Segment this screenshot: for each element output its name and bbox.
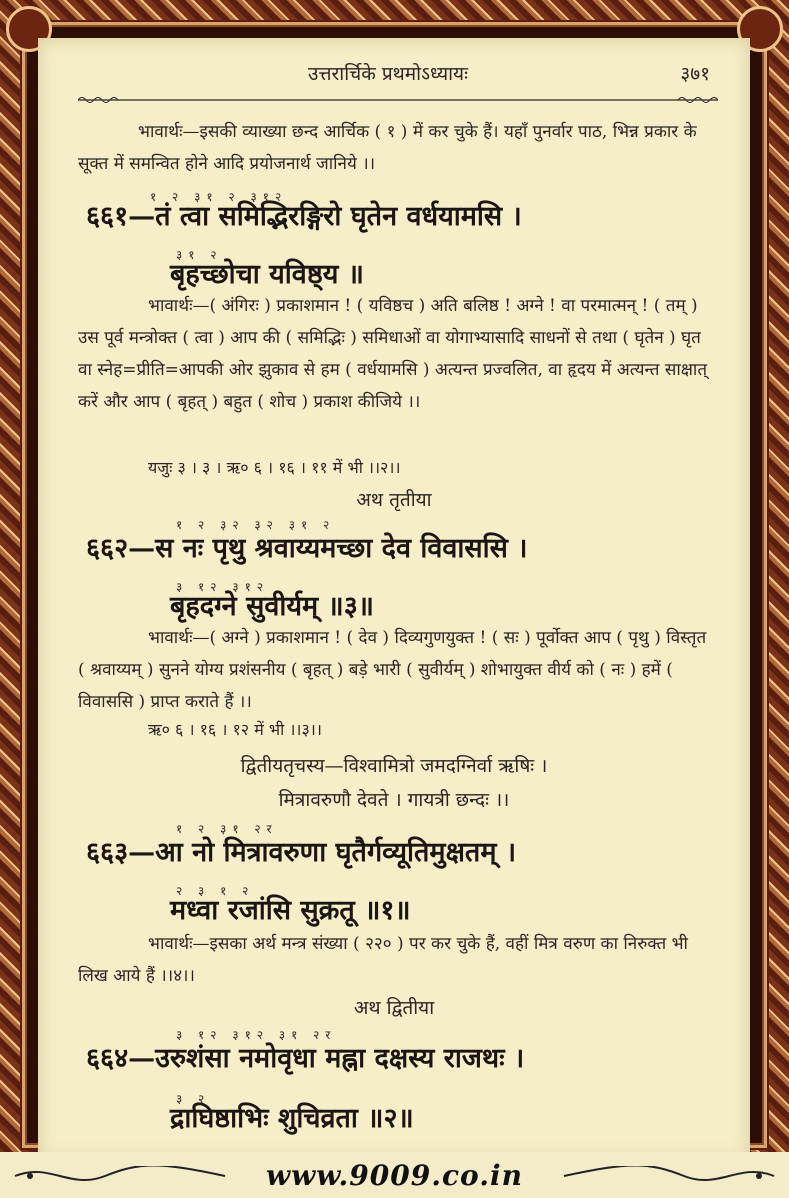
flourish-icon bbox=[559, 1166, 779, 1186]
flourish-icon bbox=[10, 1166, 230, 1186]
footer-bar bbox=[0, 1152, 789, 1198]
svara-marks: १ २ ३१ २र bbox=[176, 822, 278, 836]
svara-marks: ३१ २ bbox=[176, 248, 223, 262]
svara-marks: १ २ ३२ ३२ ३१ २ bbox=[176, 518, 336, 532]
svara-marks: ३ २ bbox=[176, 1092, 211, 1106]
mantra-663-line2: मध्वा रजांसि सुक्रतू ॥१॥ bbox=[170, 895, 411, 926]
svara-marks: २ ३ १ २ bbox=[176, 884, 255, 898]
page-header bbox=[78, 60, 720, 90]
mantra-661-line1: ६६१—तं त्वा समिद्भिरङ्गिरो घृतेन वर्धयामसि । bbox=[86, 201, 522, 232]
mantra-662-line1: ६६२—स नः पृथु श्रवाय्यमच्छा देव विवाससि । bbox=[86, 533, 528, 564]
chapter-title: उत्तरार्चिके प्रथमोऽध्यायः bbox=[308, 63, 468, 85]
reference-line: ऋ० ६ । १६ । १२ में भी ।।३।। bbox=[148, 720, 322, 739]
page-number: ३७१ bbox=[680, 63, 710, 85]
website-link[interactable]: www.9009.co.in bbox=[266, 1158, 523, 1192]
mantra-664-line1: ६६४—उरुशंसा नमोवृधा मह्ना दक्षस्य राजथः । bbox=[86, 1043, 525, 1074]
header-rule-icon bbox=[78, 94, 718, 106]
svara-marks: ३ १२ ३१२ bbox=[176, 580, 270, 594]
svara-marks: १ २ ३१ २ ३१२ bbox=[150, 190, 288, 204]
rishi-line: द्वितीयतृचस्य—विश्वामित्रो जमदग्निर्वा ऋषिः । bbox=[240, 755, 548, 777]
devata-line: मित्रावरुणौ देवते । गायत्री छन्दः ।। bbox=[278, 789, 510, 811]
meaning-paragraph: भावार्थः—इसकी व्याख्या छन्द आर्चिक ( १ ) में कर चुके हैं। यहाँ पुनर्वार पाठ, भिन्न प्रकार के सूक्त में समन्वित होने आदि प्रयोजनार्थ जानिये ।। bbox=[78, 122, 697, 174]
meaning-paragraph: भावार्थः—इसका अर्थ मन्त्र संख्या ( २२० ) पर कर चुके हैं, वहीं मित्र वरुण का निरुक्त भी लिख आये हैं ।।४।। bbox=[78, 934, 688, 986]
book-page bbox=[38, 38, 750, 1160]
mantra-663-line1: ६६३—आ नो मित्रावरुणा घृतैर्गव्यूतिमुक्षतम् । bbox=[86, 837, 517, 868]
section-heading: अथ द्वितीया bbox=[353, 997, 435, 1019]
section-heading: अथ तृतीया bbox=[356, 489, 432, 511]
svara-marks: ३ १२ ३१२ ३१ २र bbox=[176, 1028, 337, 1042]
mantra-661-line2: बृहच्छोचा यविष्ठ्य ॥ bbox=[170, 259, 364, 290]
mantra-662-line2: बृहदग्ने सुवीर्यम् ॥३॥ bbox=[170, 591, 374, 622]
meaning-paragraph: भावार्थः—( अग्ने ) प्रकाशमान ! ( देव ) दिव्यगुणयुक्त ! ( सः ) पूर्वोक्त आप ( पृथु ) विस्तृत ( श्रवाय्यम् ) सुनने योग्य प्रशंसनीय ( बृहत् ) बड़े भारी ( सुवीर्यम् ) शोभायुक्त वीर्य को ( नः ) हमें ( विवाससि ) प्राप्त कराते हैं ।। bbox=[78, 628, 707, 712]
reference-line: यजुः ३ । ३ । ऋ० ६ । १६ । ११ में भी ।।२।। bbox=[148, 458, 401, 477]
mantra-664-line2: द्राघिष्ठाभिः शुचिव्रता ॥२॥ bbox=[170, 1103, 414, 1134]
meaning-paragraph: भावार्थः—( अंगिरः ) प्रकाशमान ! ( यविष्ठच ) अति बलिष्ठ ! अग्ने ! वा परमात्मन् ! ( तम् ) उस पूर्व मन्त्रोक्त ( त्वा ) आप की ( समिद्भिः ) समिधाओं वा योगाभ्यासादि साधनों से तथा ( घृतेन ) घृत वा स्नेह=प्रीति=आपकी ओर झुकाव से हम ( वर्धयामसि ) अत्यन्त प्रज्वलित, वा हृदय में अत्यन्त साक्षात् करें और आप ( बृहत् ) बहुत ( शोच ) प्रकाश कीजिये ।। bbox=[78, 296, 708, 412]
